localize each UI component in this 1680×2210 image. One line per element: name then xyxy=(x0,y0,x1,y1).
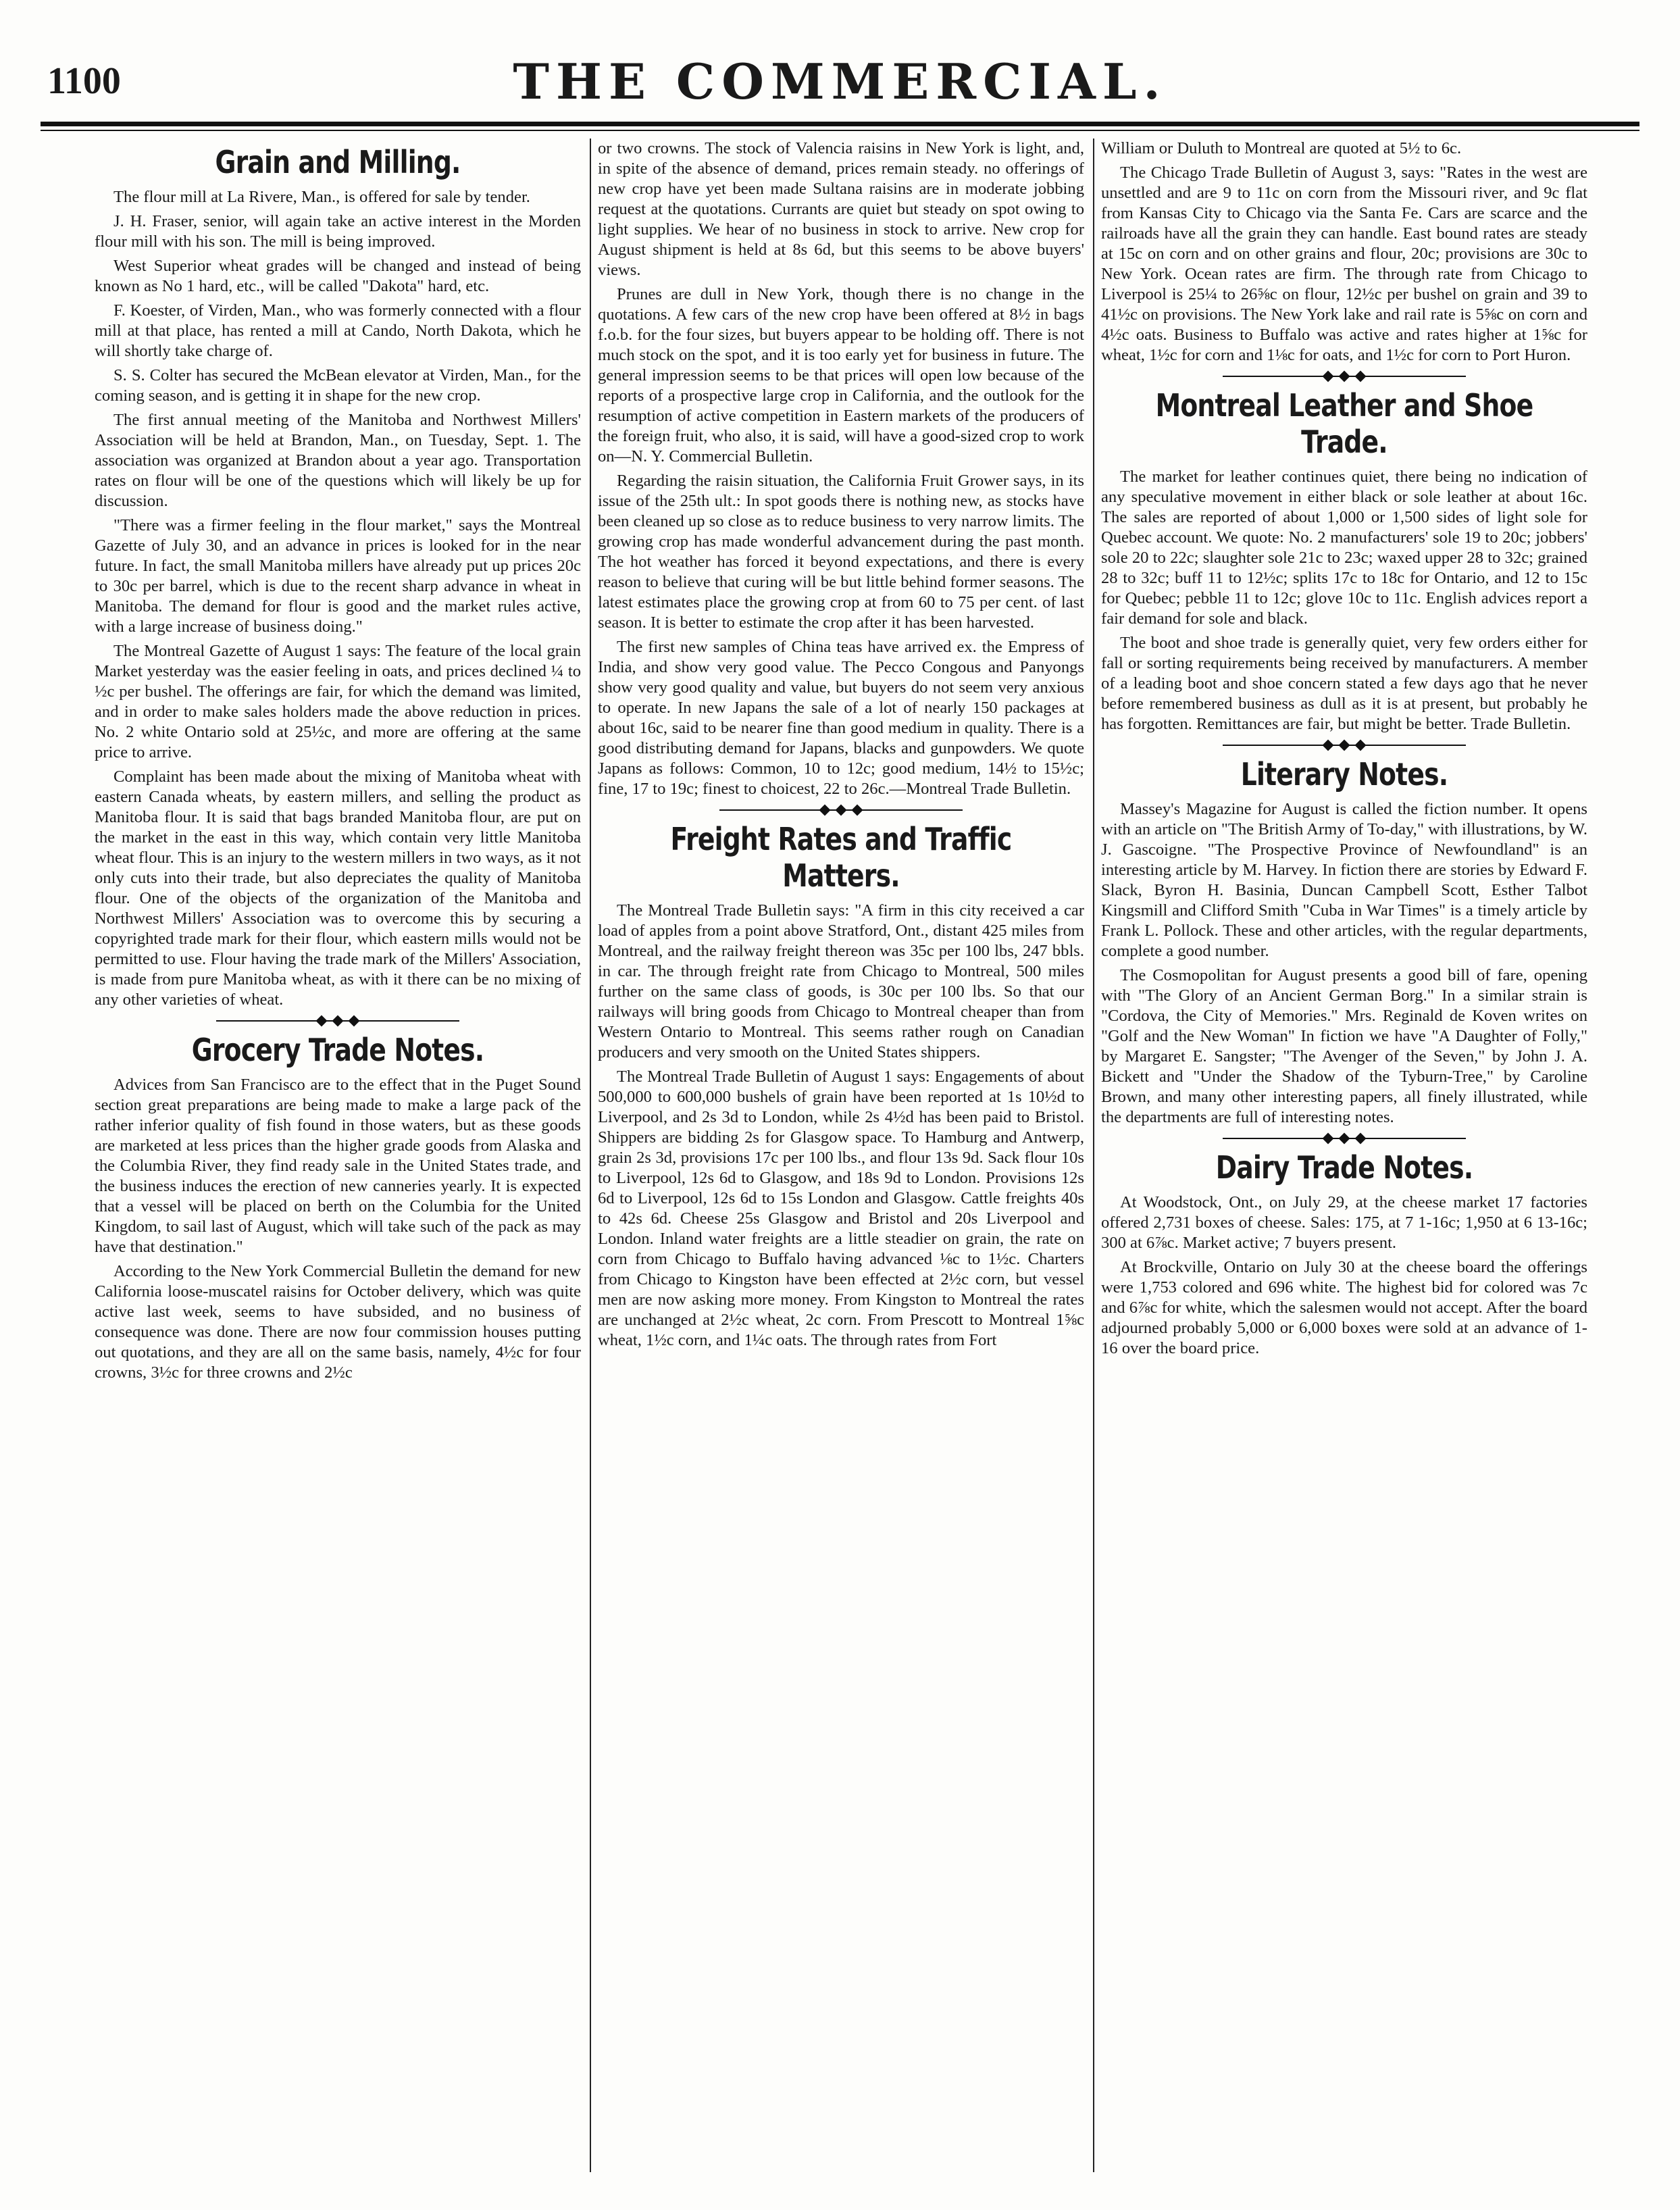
article-paragraph: Complaint has been made about the mixing of Manitoba wheat with eastern Canada wheats, by eastern millers, and selling the product as Manitoba flour. It is said that bags branded Manitoba flour, are put on the market in the east in this way, which contain very little Manitoba wheat flour. This is an injury to the western millers in two ways, as it not only cuts into their trade, but also depreciates the quality of Manitoba flour. One of the objects of the organization of the Manitoba and Northwest Millers' Association was to overcome this by securing a copyrighted trade mark for their flour, which eastern mills would not be permitted to use. Flour having the trade mark of the Millers' Association, is made from pure Manitoba wheat, as with it there can be no mixing of any other varieties of wheat. xyxy=(95,768,581,1009)
article-paragraph: or two crowns. The stock of Valencia raisins in New York is light, and, in spite of the absence of demand, prices remain steady. no offerings of new crop have yet been made Sultana raisins are in moderate jobbing request at the quotations. Currants are quiet but steady on spot owing to light supplies. We hear of no business in stock to arrive. New crop for August shipment is held at 8s 6d, but this seems to be above buyers' views. xyxy=(598,139,1084,279)
section-heading: Grain and Milling. xyxy=(215,144,461,180)
column-divider xyxy=(590,139,591,2172)
section-divider-ornament xyxy=(719,805,963,815)
article-paragraph: The Cosmopolitan for August presents a good bill of fare, opening with "The Glory of an Ancient German Borg." In a similar strain is "Cordova, the City of Memories." Mrs. Reginald de Koven writes on "Golf and the New Woman" In fiction we have "A Daughter of Folly," by Margaret E. Sangster; "The Avenger of the Seven," by John J. A. Bickett and "Under the Shadow of the Tyburn-Tree," by Caroline Brown, and many other interesting papers, all finely illustrated, while the departments are full of interesting notes. xyxy=(1101,966,1587,1126)
column-2 xyxy=(598,139,1084,2179)
article-paragraph: "There was a firmer feeling in the flour market," says the Montreal Gazette of July 30, and an advance in prices is looked for in the near future. In fact, the small Manitoba millers have already put up prices 20c to 30c per barrel, which is due to the recent sharp advance in wheat in Manitoba. The demand for flour is good and the market rules active, with a large increase of business doing." xyxy=(95,516,581,636)
article-paragraph: The first new samples of China teas have arrived ex. the Empress of India, and show very good value. The Pecco Congous and Panyongs show very good quality and value, but buyers do not seem very anxious to operate. In new Japans the sale of a lot of nearly 150 packages at about 16c, said to be nearer fine than good medium in quality. There is a good distributing demand for Japans, blacks and gunpowders. We quote Japans as follows: Common, 10 to 12c; good medium, 14½ to 15½c; fine, 17 to 19c; finest to choicest, 22 to 26c.—Montreal Trade Bulletin. xyxy=(598,638,1084,798)
article-paragraph: The first annual meeting of the Manitoba and Northwest Millers' Association will be held at Brandon, Man., on Tuesday, Sept. 1. The association was organized at Brandon about a year ago. Transportation rates on flour will be one of the questions which will likely be up for discussion. xyxy=(95,411,581,510)
section-divider-ornament xyxy=(1223,371,1466,382)
article-paragraph: Massey's Magazine for August is called the fiction number. It opens with an article on "The British Army of To-day," with illustrations, by W. J. Gascoigne. "The Prospective Province of Newfoundland" is an interesting article by M. Harvey. In fiction there are stories by Edward F. Slack, Byron H. Basinia, Duncan Campbell Scott, Esther Talbot Kingsmill and Clifford Smith "Cuba in War Times" is a timely article by Frank L. Pollock. These and other articles, with the regular departments, complete a good number. xyxy=(1101,800,1587,960)
article-paragraph: F. Koester, of Virden, Man., who was formerly connected with a flour mill at that place, has rented a mill at Cando, North Dakota, which he will shortly take charge of. xyxy=(95,301,581,360)
article-paragraph: According to the New York Commercial Bulletin the demand for new California loose-muscatel raisins for October delivery, which was quite active last week, seems to have subsided, and no business of consequence was done. There are now four commission houses putting out quotations, and they are all on the same basis, namely, 4½c for four crowns, 3½c for three crowns and 2½c xyxy=(95,1262,581,1382)
article-paragraph: West Superior wheat grades will be changed and instead of being known as No 1 hard, etc., will be called "Dakota" hard, etc. xyxy=(95,257,581,295)
section-heading: Montreal Leather and Shoe Trade. xyxy=(1155,387,1533,460)
article-paragraph: The Montreal Trade Bulletin of August 1 says: Engagements of about 500,000 to 600,000 bushels of grain have been reported at 1s 10½d to Liverpool, and 2s 3d to London, while 2s 4½d has been paid to Bristol. Shippers are bidding 2s for Glasgow space. To Hamburg and Antwerp, grain 2s 3d, provisions 17c per 100 lbs., and flour 13s 9d. Sack flour 10s to Liverpool, 12s 6d to Glasgow, and 18s 9d to London. Provisions 12s 6d to Liverpool, 12s 6d to 15s London and Glasgow. Cattle freights 40s to 42s 6d. Cheese 25s Glasgow and Bristol and 20s Liverpool and London. Inland water freights are a little steadier on grain, the rate on corn from Chicago to Buffalo having advanced ⅛c to 1½c. Charters from Chicago to Kingston have been effected at 2½c corn, but vessel men are now asking more money. From Kingston to Montreal the rates are unchanged at 2½c wheat, 2c corn. From Prescott to Montreal 1⅝c wheat, 1½c corn, and 1¼c oats. The through rates from Fort xyxy=(598,1068,1084,1349)
article-paragraph: The market for leather continues quiet, there being no indication of any speculative movement in either black or sole leather at about 16c. The sales are reported of about 1,000 or 1,500 sides of light sole for Quebec account. We quote: No. 2 manufacturers' sole 19 to 20c; jobbers' sole 20 to 22c; slaughter sole 21c to 23c; waxed upper 28 to 32c; grained 28 to 32c; buff 11 to 12½c; splits 17c to 18c for Ontario, and 12 to 15c for Quebec; pebble 11 to 12c; glove 10c to 11c. English advices report a fair demand for sole and black. xyxy=(1101,468,1587,628)
section-divider-ornament xyxy=(216,1015,459,1026)
column-1 xyxy=(95,139,581,2179)
section-heading: Dairy Trade Notes. xyxy=(1215,1149,1473,1186)
article-paragraph: Advices from San Francisco are to the effect that in the Puget Sound section great preparations are being made to make a large pack of the rather inferior quality of fish found in those waters, but as these goods are marketed at less prices than the higher grade goods from Alaska and the Columbia River, they find ready sale in the United States trade, and the business induces the erection of new canneries yearly. It is expected that a vessel will be placed on berth on the Columbia for the United Kingdom, to sail last of August, which will take such of the pack as may have that destination." xyxy=(95,1076,581,1256)
article-paragraph: William or Duluth to Montreal are quoted at 5½ to 6c. xyxy=(1101,139,1462,157)
section-heading: Freight Rates and Traffic Matters. xyxy=(670,821,1012,894)
article-paragraph: The Chicago Trade Bulletin of August 3, says: "Rates in the west are unsettled and are 9 to 11c on corn from the Missouri river, and 9c flat from Kansas City to Chicago via the Santa Fe. Cars are scarce and the railroads have all the grain they can handle. East bound rates are steady at 15c on corn and on other grains and flour, 20c; provisions are 30c to New York. Ocean rates are firm. The through rate from Chicago to Liverpool is 25¼ to 26⅝c on flour, 12½c per bushel on grain and 39 to 41½c on provisions. The New York lake and rail rate is 5⅝c on corn and 4½c oats. Business to Buffalo was active and rates higher at 1⅝c for wheat, 1½c for corn and 1⅛c for oats, and 1½c for corn to Port Huron. xyxy=(1101,164,1587,364)
article-paragraph: Prunes are dull in New York, though there is no change in the quotations. A few cars of the new crop have been offered at 8½ in bags f.o.b. for the four sizes, but buyers appear to be holding off. There is not much stock on the spot, and it is too early yet for business in future. The general impression seems to be that prices will open low because of the reports of a prospective large crop in California, and the outlook for the resumption of active competition in Eastern markets of the producers of the foreign fruit, who also, it is said, will have a good-sized crop to work on—N. Y. Commercial Bulletin. xyxy=(598,285,1084,466)
article-paragraph: The boot and shoe trade is generally quiet, very few orders either for fall or sorting requirements being received by manufacturers. A member of a leading boot and shoe concern stated a few days ago that he never before remembered business as dull as it is at present, but probably he has forgotten. Remittances are fair, but might be better. Trade Bulletin. xyxy=(1101,634,1587,733)
page-number: 1100 xyxy=(47,60,121,102)
article-paragraph: At Brockville, Ontario on July 30 at the cheese board the offerings were 1,753 colored and 696 white. The highest bid for colored was 7c and 6⅞c for white, which the salesmen would not accept. After the board adjourned probably 5,000 or 6,000 boxes were sold at an advance of 1-16 over the board price. xyxy=(1101,1258,1587,1357)
article-paragraph: The flour mill at La Rivere, Man., is offered for sale by tender. xyxy=(113,188,530,206)
article-paragraph: J. H. Fraser, senior, will again take an active interest in the Morden flour mill with his son. The mill is being improved. xyxy=(95,212,581,251)
article-paragraph: Regarding the raisin situation, the California Fruit Grower says, in its issue of the 25th ult.: In spot goods there is nothing new, as stocks have been cleaned up so close as to reduce business to very narrow limits. The growing crop has made wonderful advancement during the past month. The hot weather has forced it beyond expectations, and there is every reason to believe that curing will be but little behind former seasons. The latest estimates place the growing crop at from 60 to 75 per cent. of last season. It is better to estimate the crop after it has been harvested. xyxy=(598,472,1084,632)
article-paragraph: S. S. Colter has secured the McBean elevator at Virden, Man., for the coming season, and is getting it in shape for the new crop. xyxy=(95,366,581,405)
article-columns xyxy=(95,139,1679,2179)
masthead xyxy=(41,47,1639,122)
article-paragraph: At Woodstock, Ont., on July 29, at the cheese market 17 factories offered 2,731 boxes of cheese. Sales: 175, at 7 1-16c; 1,950 at 6 13-16c; 300 at 6⅞c. Market active; 7 buyers present. xyxy=(1101,1193,1587,1252)
column-divider xyxy=(1093,139,1094,2172)
masthead-rule-thin xyxy=(41,130,1639,131)
publication-title: THE COMMERCIAL. xyxy=(513,53,1167,110)
section-heading: Grocery Trade Notes. xyxy=(191,1032,484,1068)
article-paragraph: The Montreal Gazette of August 1 says: The feature of the local grain Market yesterday was the easier feeling in oats, and prices declined ¼ to ½c per bushel. The offerings are fair, for which the demand was limited, and in order to make sales holders made the above reduction in prices. No. 2 white Ontario sold at 25½c, and more are offering at the same price to arrive. xyxy=(95,642,581,761)
masthead-rule-thick xyxy=(41,122,1639,126)
section-heading: Literary Notes. xyxy=(1240,756,1448,793)
section-divider-ornament xyxy=(1223,1133,1466,1144)
section-divider-ornament xyxy=(1223,740,1466,751)
column-3 xyxy=(1101,139,1587,2179)
article-paragraph: The Montreal Trade Bulletin says: "A firm in this city received a car load of apples from a point above Stratford, Ont., distant 425 miles from Montreal, and the railway freight thereon was 35c per 100 lbs, 247 bbls. in car. The through freight rate from Chicago to Montreal, 500 miles further on the same class of goods, is 30c per 100 lbs. So that our railways will bring goods from Chicago to Montreal cheaper than from Western Ontario to Montreal. This seems rather rough on Canadian producers and very smooth on the United States shippers. xyxy=(598,901,1084,1061)
